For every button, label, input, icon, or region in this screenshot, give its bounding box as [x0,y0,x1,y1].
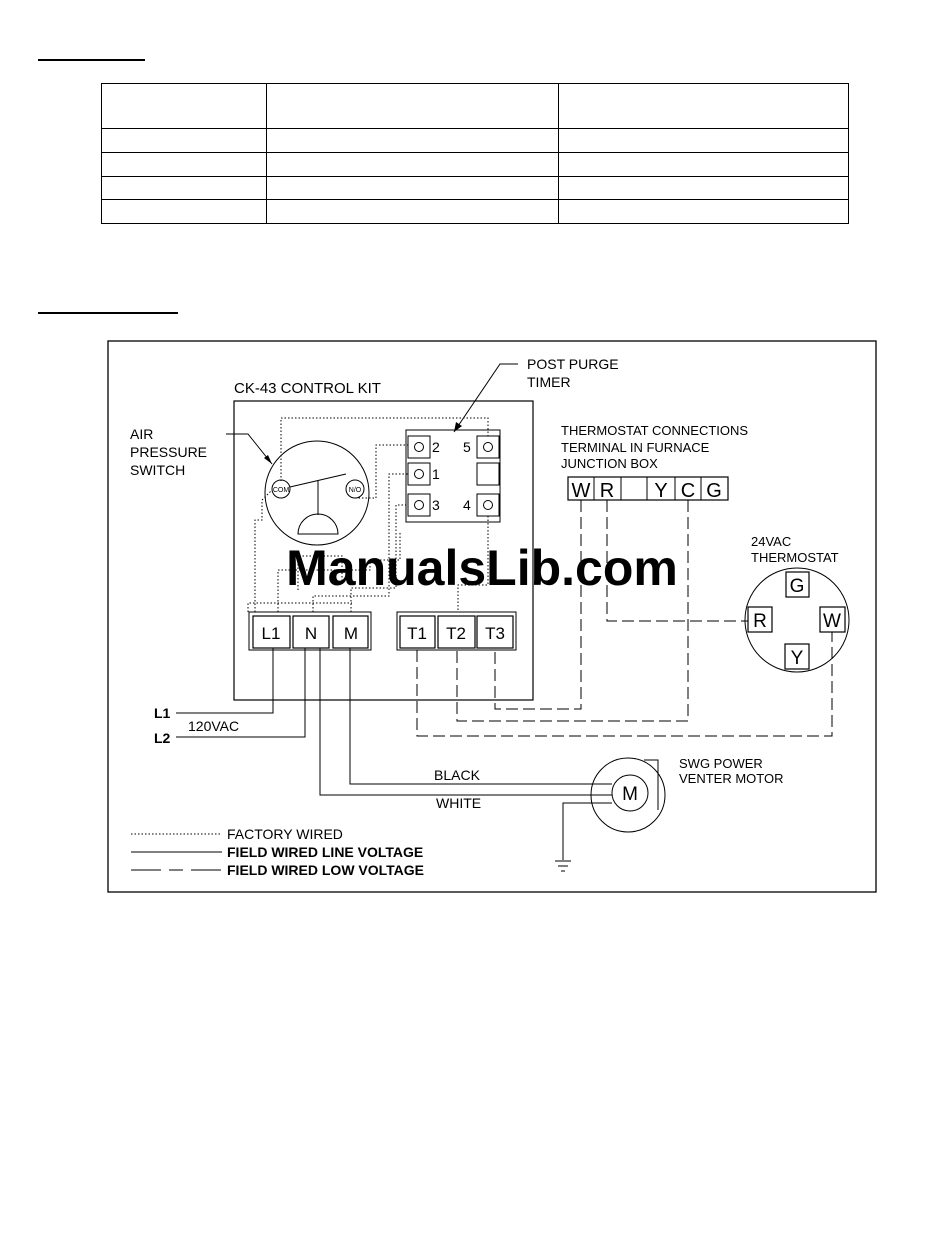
junction-terminal-g: G [706,480,722,502]
wire-l1-to-com [255,490,272,612]
timer-terminal-5-label: 5 [463,439,471,455]
switch-diaphragm [298,514,338,534]
thermostat-terminal-r-label: R [753,611,767,632]
post-purge-timer-block [406,430,500,522]
timer-terminal-5 [477,436,499,458]
junction-terminal-w: W [571,480,591,502]
terminal-n-label: N [304,624,318,643]
thermostat-connections-label-3: JUNCTION BOX [561,456,658,471]
timer-terminal-1-label: 1 [432,466,440,482]
wire-no-to-timer2 [355,445,408,498]
timer-terminal-1 [408,463,430,485]
air-pressure-label-3: SWITCH [130,462,186,478]
timer-terminal-4-screw [484,501,493,510]
wire-junction-w-to-t3 [495,500,581,709]
thermostat-connections-label-1: THERMOSTAT CONNECTIONS [561,423,749,438]
legend-factory-wired: FACTORY WIRED [227,826,343,842]
wire-white-label: WHITE [436,795,482,811]
wire-black-to-motor [350,648,612,784]
supply-l2-label: L2 [154,730,171,746]
control-kit-title: CK-43 CONTROL KIT [234,380,381,397]
terminal-t2-label: T2 [446,624,466,643]
watermark: ManualsLib.com [286,540,678,596]
thermostat-terminal-g-label: G [789,576,805,597]
motor-title-1: SWG POWER [679,756,763,771]
thermostat-terminal-w-label: W [823,611,841,632]
thermostat-title-2: THERMOSTAT [751,550,839,565]
ground-symbol [555,861,571,871]
switch-no-label: N/O [348,487,362,494]
air-pressure-arrowhead [264,455,272,464]
terminal-t3-label: T3 [485,624,505,643]
thermostat-terminal-y-label: Y [790,648,804,669]
legend-line-voltage: FIELD WIRED LINE VOLTAGE [227,844,424,860]
post-purge-timer-leader [454,364,518,432]
junction-box-terminal-strip [568,477,728,500]
terminal-l1-label: L1 [261,624,281,643]
timer-terminal-3 [408,494,430,516]
motor-symbol-label: M [622,784,638,805]
timer-terminal-2-label: 2 [432,439,440,455]
thermostat-title-1: 24VAC [751,534,792,549]
junction-terminal-c: C [680,480,696,502]
timer-terminal-3-screw [415,501,424,510]
wire-black-label: BLACK [434,767,480,783]
timer-terminal-2-screw [415,443,424,452]
terminal-t1-label: T1 [407,624,427,643]
supply-l1-label: L1 [154,705,171,721]
switch-com-label: COM [272,487,290,494]
timer-blank-terminal [477,463,499,485]
timer-terminal-4-label: 4 [463,497,471,513]
terminal-m-label: M [343,624,359,643]
wire-junction-c-to-t2 [457,500,688,721]
thermostat-connections-label-2: TERMINAL IN FURNACE [561,440,710,455]
timer-terminal-2 [408,436,430,458]
timer-terminal-4 [477,494,499,516]
timer-terminal-5-screw [484,443,493,452]
post-purge-timer-label-1: POST PURGE [527,356,619,372]
air-pressure-label-1: AIR [130,426,154,442]
wire-motor-ground [563,803,612,860]
air-pressure-label-2: PRESSURE [130,444,208,460]
legend-low-voltage: FIELD WIRED LOW VOLTAGE [227,862,425,878]
air-pressure-leader [226,434,272,464]
junction-terminal-y: Y [654,480,668,502]
wire-l1-supply [176,648,273,713]
motor-title-2: VENTER MOTOR [679,771,784,786]
timer-terminal-1-screw [415,470,424,479]
wire-l1-bus [248,603,352,612]
post-purge-timer-label-2: TIMER [527,374,571,390]
supply-voltage-label: 120VAC [188,718,240,734]
timer-terminal-3-label: 3 [432,497,440,513]
junction-terminal-r: R [599,480,615,502]
